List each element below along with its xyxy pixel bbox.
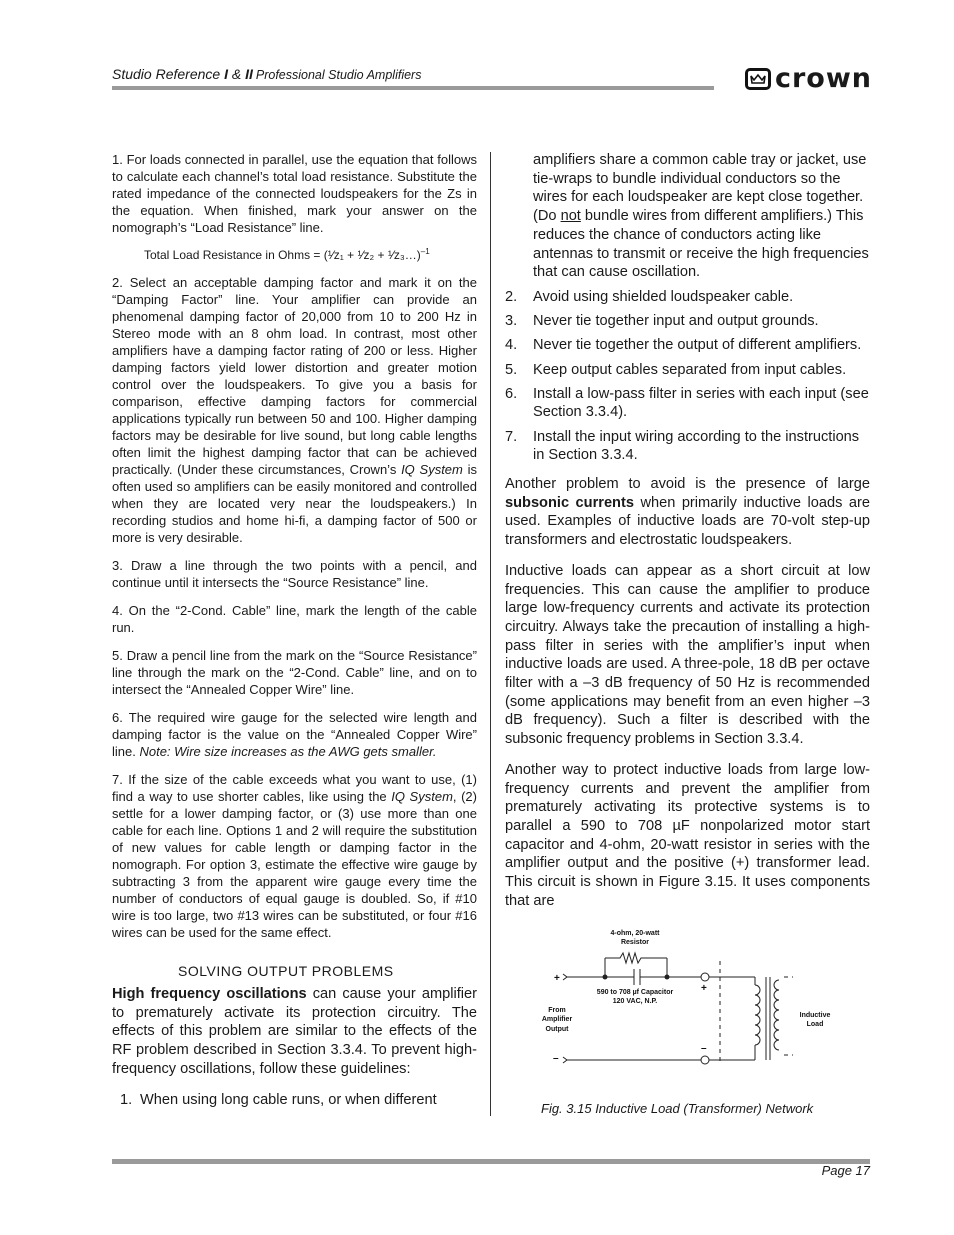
column-divider	[490, 152, 491, 1116]
header-title: Studio Reference I & II Professional Studio Amplifiers	[112, 66, 422, 82]
subsonic-paragraph: Another problem to avoid is the presence of large subsonic currents when primarily inductive loads are used. Examples of inductive loads are 70-volt step-up transformers and electrostatic loudspeakers.	[505, 476, 871, 549]
right-column	[505, 151, 870, 923]
list-item: 5. Keep output cables separated from input cables.	[505, 361, 847, 378]
source-label: From	[548, 1007, 566, 1014]
list-item: 3. Never tie together input and output grounds.	[505, 313, 819, 330]
left-column	[112, 151, 477, 1109]
list-item: 2. Avoid using shielded loudspeaker cable.	[505, 288, 794, 305]
logo-wordmark: crown	[774, 63, 872, 94]
inductive-load-network-diagram	[537, 925, 837, 1065]
list-item: 6. Install a low-pass filter in series with each input (see Section 3.3.4).	[505, 385, 869, 421]
step-2-paragraph: 2. Select an acceptable damping factor and mark it on the “Damping Factor” line. Your amplifier can provide an phenomenal damping factor of 20,000 from 10 to 200 Hz in Stereo mode with an 8 ohm load. In contrast, most other amplifiers have a damping factor rating of 200 or less. Higher damping factors yield lower distortion and greater motion control over the loudspeakers. To give you a basis for comparison, effective damping factors for commercial applications typically run between 50 and 100. Higher damping factors may be desirable for live sound, but long cable lengths often limit the highest damping factor that can be achieved practically. (Under these circumstances, Crown’s IQ System is often used so amplifiers can be easily monitored and controlled when they are located very near the loudspeakers.) In recording studios and home hi-fi, a damping factor of 500 or more is very desirable.	[112, 275, 477, 545]
crown-icon	[745, 68, 771, 90]
guideline-item-1-continued: amplifiers share a common cable tray or jacket, use tie-wraps to bundle individual conductors so the wires for each loudspeaker are kept close together. (Do not bundle wires from different amplifiers.) This reduces the chance of conductors acting like antennas to transmit or receive the high frequencies that can cause oscillation.	[533, 152, 869, 281]
list-item: 7. Install the input wiring according to the instructions in Section 3.3.4.	[505, 428, 860, 464]
guideline-item-1: 1. When using long cable runs, or when different	[120, 1091, 437, 1108]
inductive-loads-paragraph: Inductive loads can appear as a short circuit at low frequencies. This can cause the amplifier to produce large low-frequency currents and activate its protection circuitry. Always take the precaution of installing a high-pass filter in series with the amplifier’s input when inductive loads are used. A three-pole, 18 dB per octave filter with a –3 dB frequency of 50 Hz is recommended (some applications may benefit from an even higher –3 dB frequency). Such a filter is described with the subsonic frequency problems in Section 3.3.4.	[505, 562, 870, 748]
step-5-paragraph: 5. Draw a pencil line from the mark on the “Source Resistance” line through the mark on the “2-Cond. Cable” line, and on to intersect the “Annealed Copper Wire” line.	[112, 648, 477, 697]
hf-oscillations-paragraph: High frequency oscillations can cause your amplifier to prematurely activate its protection circuitry. The effects of this problem are similar to the effects of the RF problem described in Section 3.3.4. To prevent high-frequency oscillations, follow these guidelines:	[112, 986, 477, 1077]
output-minus-sign: –	[701, 1043, 707, 1054]
header-rule	[112, 86, 714, 90]
input-plus-sign: +	[554, 973, 560, 984]
source-label: Output	[545, 1026, 569, 1033]
section-heading: SOLVING OUTPUT PROBLEMS	[178, 963, 394, 979]
page-header	[112, 64, 872, 94]
step-7-paragraph: 7. If the size of the cable exceeds what you want to use, (1) find a way to use shorter cables, like using the IQ System, (2) settle for a lower damping factor, or (3) use more than one cable for each line. Options 1 and 2 will require the substitution of new values for cable length or damping factor in the nomograph. For option 3, estimate the effective wire gauge by subtracting 3 from the apparent wire gauge every time the number of conductors of equal gauge is doubled. So, if #10 wire is too large, two #13 wires can be substituted, or four #16 wires can be used for the same effect.	[112, 772, 477, 940]
load-resistance-formula: Total Load Resistance in Ohms = (¹⁄z₁ + ¹⁄z₂ + ¹⁄z₃…)$^{-1}$	[144, 247, 430, 262]
resistor-label: 4-ohm, 20-watt	[610, 930, 660, 937]
load-label: Load	[806, 1021, 824, 1028]
input-minus-sign: –	[553, 1053, 559, 1064]
footer-rule	[112, 1159, 870, 1164]
resistor-label: Resistor	[620, 939, 650, 946]
source-label: Amplifier	[541, 1016, 573, 1023]
step-3-paragraph: 3. Draw a line through the two points with a pencil, and continue until it intersects the “Source Resistance” line.	[112, 558, 477, 590]
step-1-paragraph: 1. For loads connected in parallel, use the equation that follows to calculate each channel’s total load resistance. Substitute the rated impedance of the connected loudspeakers for the Zs in the equation. When finished, mark your answer on the nomograph’s “Load Resistance” line.	[112, 152, 477, 235]
guideline-list	[505, 288, 870, 465]
protect-loads-paragraph: Another way to protect inductive loads from large low-frequency currents and prevent the amplifier from prematurely activating its protective systems is to parallel a 590 to 708 µF nonpolarized motor start capacitor and 4-ohm, 20-watt resistor in series with the amplifier output and the positive (+) transformer lead. This circuit is shown in Figure 3.15. It uses components that are	[505, 761, 870, 909]
list-item: 4. Never tie together the output of different amplifiers.	[505, 337, 862, 354]
output-plus-sign: +	[701, 983, 707, 994]
step-4-paragraph: 4. On the “2-Cond. Cable” line, mark the length of the cable run.	[112, 603, 477, 635]
step-6-paragraph: 6. The required wire gauge for the selected wire length and damping factor is the value on the “Annealed Copper Wire” line. Note: Wire size increases as the AWG gets smaller.	[112, 710, 477, 759]
load-label: Inductive	[799, 1012, 831, 1019]
crown-logo	[745, 64, 872, 94]
figure-caption: Fig. 3.15 Inductive Load (Transformer) Network	[541, 1101, 814, 1116]
capacitor-label: 120 VAC, N.P.	[612, 998, 658, 1005]
page-number: Page 17	[821, 1163, 870, 1178]
capacitor-label: 590 to 708 µf Capacitor	[596, 989, 674, 996]
